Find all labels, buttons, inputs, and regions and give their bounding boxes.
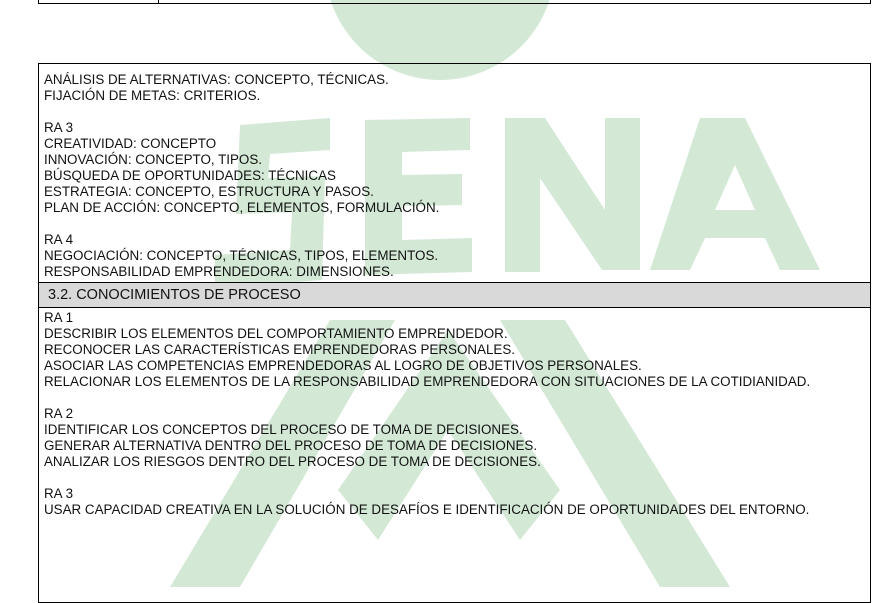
text-line: DESCRIBIR LOS ELEMENTOS DEL COMPORTAMIENTO EMPRENDEDOR. [44, 326, 508, 341]
ra-heading: RA 1 [44, 310, 74, 325]
text-line: PLAN DE ACCIÓN: CONCEPTO, ELEMENTOS, FORMULACIÓN. [44, 200, 440, 215]
text-line: USAR CAPACIDAD CREATIVA EN LA SOLUCIÓN DE DESAFÍOS E IDENTIFICACIÓN DE OPORTUNIDADES DEL ENTORNO. [44, 502, 810, 517]
ra-heading: RA 3 [44, 486, 74, 501]
text-line: CREATIVIDAD: CONCEPTO [44, 136, 217, 151]
process-knowledge-section [39, 308, 870, 518]
text-line: BÚSQUEDA DE OPORTUNIDADES: TÉCNICAS [44, 168, 336, 183]
text-line: GENERAR ALTERNATIVA DENTRO DEL PROCESO DE TOMA DE DECISIONES. [44, 438, 538, 453]
previous-table-bottom [38, 0, 871, 4]
text-line: NEGOCIACIÓN: CONCEPTO, TÉCNICAS, TIPOS, ELEMENTOS. [44, 248, 439, 263]
text-line: RELACIONAR LOS ELEMENTOS DE LA RESPONSABILIDAD EMPRENDEDORA CON SITUACIONES DE LA COTIDIANIDAD. [44, 374, 811, 389]
column-divider [158, 0, 159, 3]
text-line: ANALIZAR LOS RIESGOS DENTRO DEL PROCESO DE TOMA DE DECISIONES. [44, 454, 541, 469]
text-line: RECONOCER LAS CARACTERÍSTICAS EMPRENDEDORAS PERSONALES. [44, 342, 515, 357]
conceptual-knowledge-section [39, 64, 870, 280]
text-line: ANÁLISIS DE ALTERNATIVAS: CONCEPTO, TÉCNICAS. [44, 72, 389, 87]
ra-heading: RA 2 [44, 406, 74, 421]
text-line: ESTRATEGIA: CONCEPTO, ESTRUCTURA Y PASOS. [44, 184, 374, 199]
process-knowledge-header: 3.2. CONOCIMIENTOS DE PROCESO [39, 282, 870, 308]
text-line: ASOCIAR LAS COMPETENCIAS EMPRENDEDORAS AL LOGRO DE OBJETIVOS PERSONALES. [44, 358, 642, 373]
ra-heading: RA 4 [44, 232, 74, 247]
ra-heading: RA 3 [44, 120, 74, 135]
text-line: FIJACIÓN DE METAS: CRITERIOS. [44, 88, 261, 103]
text-line: INNOVACIÓN: CONCEPTO, TIPOS. [44, 152, 263, 167]
text-line: RESPONSABILIDAD EMPRENDEDORA: DIMENSIONES. [44, 264, 394, 279]
text-line: IDENTIFICAR LOS CONCEPTOS DEL PROCESO DE TOMA DE DECISIONES. [44, 422, 523, 437]
knowledge-table [38, 63, 871, 603]
